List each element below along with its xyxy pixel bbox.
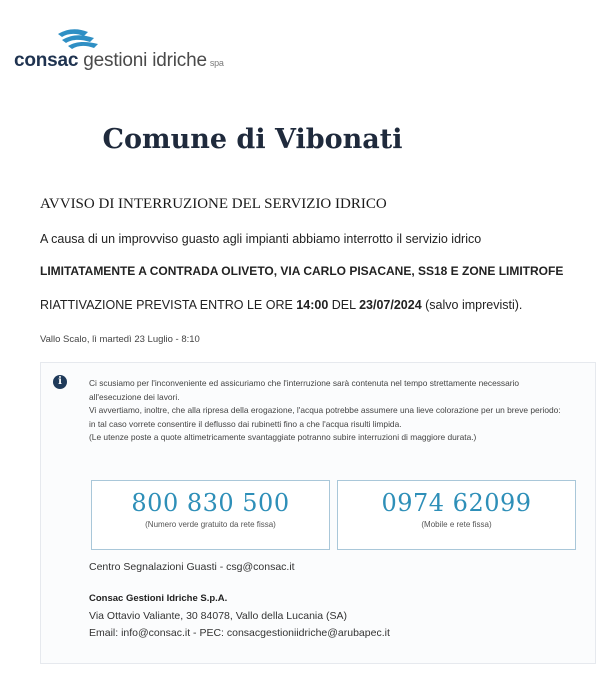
reactivation-time: 14:00 (296, 298, 329, 312)
info-paragraph-apology: Ci scusiamo per l'inconveniente ed assicuriamo che l'interruzione sarà contenuta nel tempo strettamente necessario all'esecuzione dei lavori. (89, 378, 520, 402)
reactivation-date: 23/07/2024 (359, 298, 422, 312)
info-paragraph-altitude: (Le utenze poste a quote altimetricamente svantaggiate potranno subire interruzioni di maggiore durata.) (89, 432, 477, 443)
reactivation-suffix: (salvo imprevisti). (421, 298, 523, 312)
toll-free-caption: (Numero verde gratuito da rete fissa) (145, 520, 276, 529)
logo-brand: consac (14, 50, 79, 71)
notice-line-cause: A causa di un improvviso guasto agli impianti abbiamo interrotto il servizio idrico (40, 232, 482, 246)
date-place: Vallo Scalo, lì martedì 23 Luglio - 8:10 (40, 334, 200, 345)
notice-heading: AVVISO DI INTERRUZIONE DEL SERVIZIO IDRICO (40, 196, 387, 212)
fault-reporting-center: Centro Segnalazioni Guasti - csg@consac.it (89, 561, 295, 573)
reactivation-prefix: RIATTIVAZIONE PREVISTA ENTRO LE ORE (40, 298, 297, 312)
notice-line-reactivation (40, 298, 522, 312)
logo-wordmark (14, 50, 224, 72)
notice-line-areas: LIMITATAMENTE A CONTRADA OLIVETO, VIA CARLO PISACANE, SS18 E ZONE LIMITROFE (40, 264, 564, 278)
logo-suffix: spa (209, 58, 224, 68)
page-title: Comune di Vibonati (102, 124, 403, 155)
toll-free-phone-box (91, 480, 330, 550)
company-address: Via Ottavio Valiante, 30 84078, Vallo della Lucania (SA) (89, 610, 347, 622)
mobile-number[interactable]: 0974 62099 (381, 489, 532, 517)
info-paragraph-coloration: Vi avvertiamo, inoltre, che alla ripresa della erogazione, l'acqua potrebbe assumere una lieve colorazione per un breve periodo: in tal caso vorrete consentire il deflusso dai rubinetti fino a che l'acqua risulti limpida. (89, 405, 561, 429)
toll-free-number[interactable]: 800 830 500 (131, 489, 290, 517)
info-text (89, 377, 567, 445)
logo-name: gestioni idriche (83, 50, 207, 71)
company-email: Email: info@consac.it - PEC: consacgestioniidriche@arubapec.it (89, 627, 390, 639)
info-icon: i (53, 375, 67, 389)
mobile-phone-box (337, 480, 576, 550)
mobile-caption: (Mobile e rete fissa) (421, 520, 492, 529)
reactivation-mid: DEL (328, 298, 360, 312)
company-name: Consac Gestioni Idriche S.p.A. (89, 593, 228, 604)
info-box (40, 362, 596, 664)
water-waves-logo-icon (54, 26, 102, 52)
